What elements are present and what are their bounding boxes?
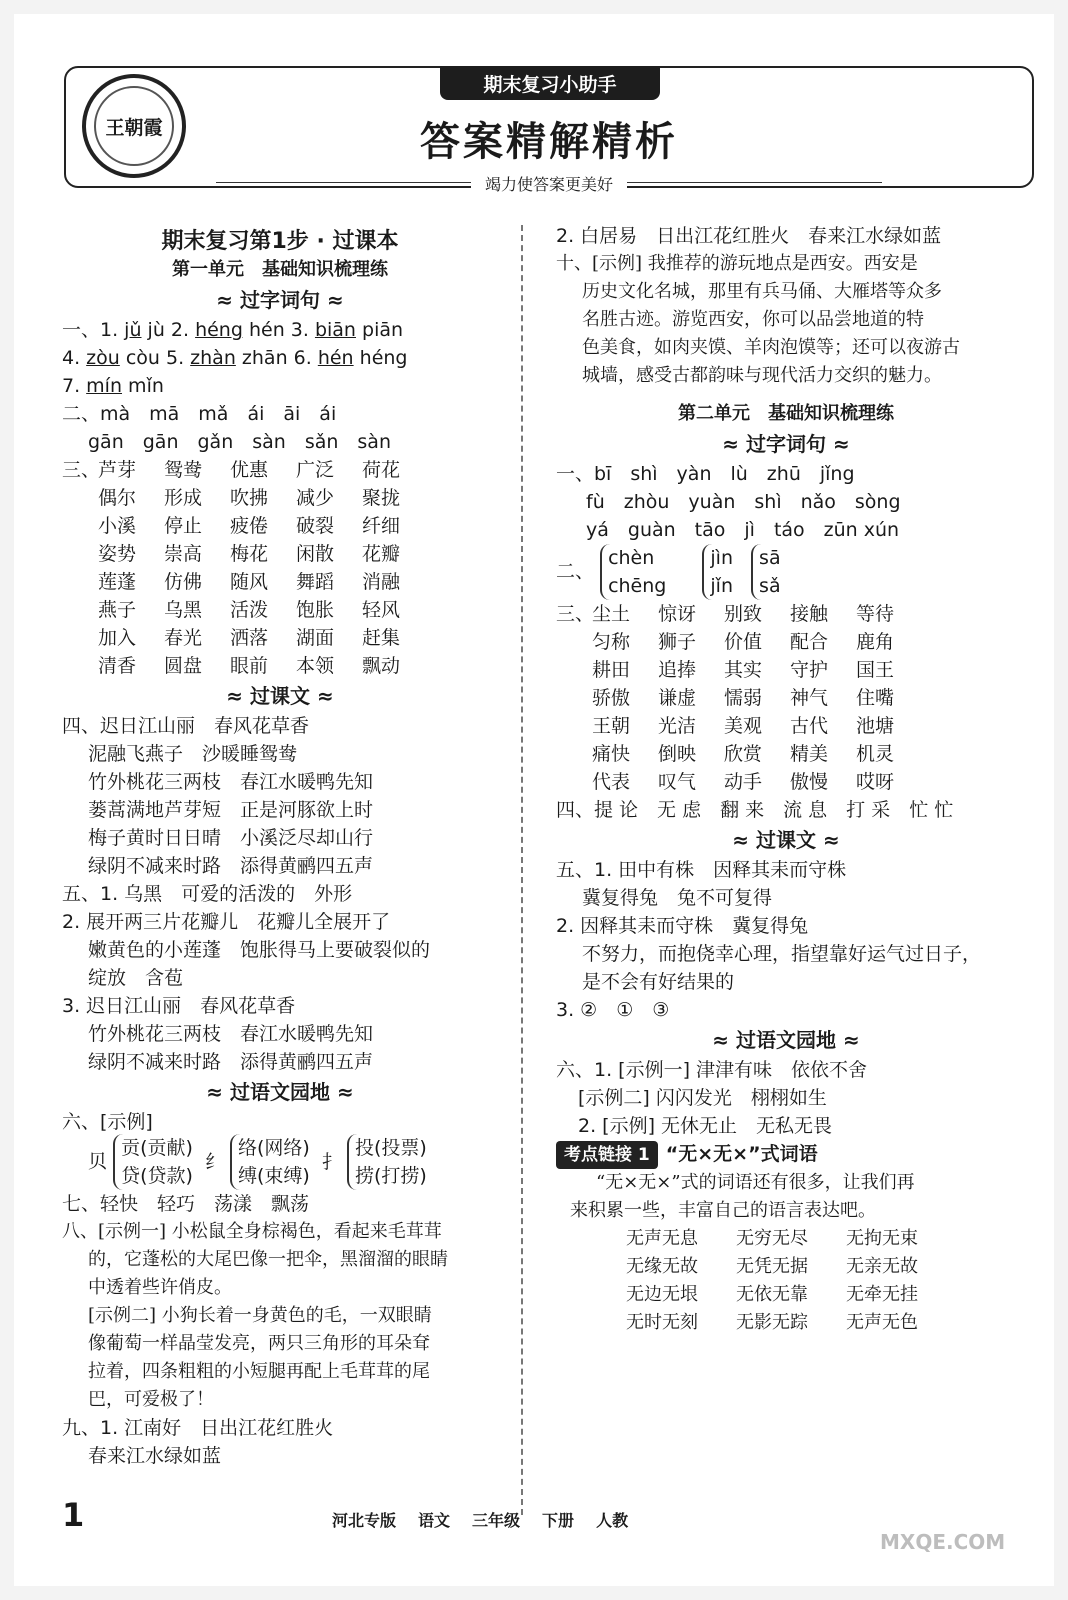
word-cell: 圆盘 bbox=[164, 655, 203, 677]
word-cell: 减少 bbox=[296, 487, 335, 509]
word-cell: 停止 bbox=[164, 515, 203, 537]
knowledge-link: 考点链接 1 “无×无×”式词语 bbox=[556, 1140, 1016, 1169]
text-line: 竹外桃花三两枝 春江水暖鸭先知 bbox=[88, 771, 374, 793]
word-cell: 消融 bbox=[362, 571, 401, 593]
header-subtitle: 竭力使答案更美好 bbox=[216, 172, 882, 195]
text-line: 春来江水绿如蓝 bbox=[88, 1445, 222, 1467]
answer-block bbox=[62, 908, 498, 992]
logo-text: 王朝霞 bbox=[94, 86, 174, 166]
column-divider bbox=[521, 225, 523, 1515]
text-line: 蒌蒿满地芦芽短 正是河豚欲上时 bbox=[88, 799, 374, 821]
answer-line: 2. 白居易 日出江花红胜火 春来江水绿如蓝 bbox=[556, 225, 942, 247]
word-cell: 广泛 bbox=[296, 459, 335, 481]
word-cell: 精美 bbox=[790, 743, 829, 765]
word-cell: 洒落 bbox=[230, 627, 269, 649]
word-cell: 破裂 bbox=[296, 515, 335, 537]
word-cell: 形成 bbox=[164, 487, 203, 509]
answer-line: 七、轻快 轻巧 荡漾 飘荡 bbox=[62, 1193, 310, 1215]
word-row bbox=[62, 512, 498, 540]
answer-line: 4. zòu còu 5. zhàn zhān 6. hén héng bbox=[62, 347, 408, 369]
word-cell: 梅花 bbox=[230, 543, 269, 565]
word-cell: 国王 bbox=[856, 659, 895, 681]
word-row bbox=[556, 712, 1016, 740]
watermark: MXQE.COM bbox=[880, 1530, 1006, 1554]
section-heading: ≈ 过课文 ≈ bbox=[732, 828, 840, 852]
text-line: 泥融飞燕子 沙暖睡鸳鸯 bbox=[88, 743, 298, 765]
text-line: 像葡萄一样晶莹发亮，两只三角形的耳朵耷 bbox=[88, 1333, 430, 1354]
word-row: 三、尘土 惊讶 别致 接触 等待 bbox=[556, 600, 1016, 628]
text-line: 城墙，感受古都韵味与现代活力交织的魅力。 bbox=[582, 365, 942, 386]
text-line: 绿阴不减来时路 添得黄鹂四五声 bbox=[88, 1051, 374, 1073]
text-line: 中透着些许俏皮。 bbox=[88, 1277, 232, 1298]
radical-groups: 贝 贡(贡献) 贷(贷款) 纟 络(网络) 缚(束缚) 扌 投(投票) 捞(打捞) bbox=[62, 1134, 498, 1190]
answer-block bbox=[556, 912, 1016, 996]
word-cell: 飘动 bbox=[362, 655, 401, 677]
word-cell: 无依无靠 bbox=[736, 1284, 808, 1305]
word-cell: 骄傲 bbox=[592, 687, 631, 709]
word-cell: 叹气 bbox=[658, 771, 697, 793]
word-cell: 莲蓬 bbox=[98, 571, 137, 593]
word-cell: 闲散 bbox=[296, 543, 335, 565]
unit-title: 第二单元 基础知识梳理练 bbox=[678, 403, 894, 424]
text-line: [示例二] 闪闪发光 栩栩如生 bbox=[578, 1087, 827, 1109]
text-line: yá guàn tāo jì táo zūn xún bbox=[586, 519, 900, 541]
word-row bbox=[62, 624, 498, 652]
word-cell: 崇高 bbox=[164, 543, 203, 565]
answer-block bbox=[62, 992, 498, 1076]
word-cell: 池塘 bbox=[856, 715, 895, 737]
word-cell: 其实 bbox=[724, 659, 763, 681]
word-cell: 接触 bbox=[790, 603, 829, 625]
word-cell: 无亲无故 bbox=[846, 1256, 918, 1277]
word-cell: 倒映 bbox=[658, 743, 697, 765]
word-cell: 鸳鸯 bbox=[164, 459, 203, 481]
text-line: fù zhòu yuàn shì nǎo sòng bbox=[586, 491, 901, 513]
word-cell: 加入 bbox=[98, 627, 137, 649]
text-line: 四、迟日江山丽 春风花草香 bbox=[62, 715, 310, 737]
word-cell: 无穷无尽 bbox=[736, 1228, 808, 1249]
poem-lines bbox=[62, 712, 498, 880]
word-cell: 痛快 bbox=[592, 743, 631, 765]
word-cell: 机灵 bbox=[856, 743, 895, 765]
answer-line: 五、1. 乌黑 可爱的活泼的 外形 bbox=[62, 883, 353, 905]
text-line: 来积累一些，丰富自己的语言表达吧。 bbox=[570, 1200, 876, 1221]
section-heading: ≈ 过字词句 ≈ bbox=[722, 432, 850, 456]
word-cell: 优惠 bbox=[230, 459, 269, 481]
word-cell: 无时无刻 bbox=[626, 1312, 698, 1333]
word-cell: 尘土 bbox=[592, 603, 631, 625]
word-grid bbox=[62, 456, 498, 680]
word-cell: 乌黑 bbox=[164, 599, 203, 621]
right-column bbox=[556, 222, 1016, 1337]
word-cell: 清香 bbox=[98, 655, 137, 677]
word-cell: 王朝 bbox=[592, 715, 631, 737]
word-cell: 等待 bbox=[856, 603, 895, 625]
word-row bbox=[556, 628, 1016, 656]
word-cell: 无影无踪 bbox=[736, 1312, 808, 1333]
word-row bbox=[556, 1253, 1016, 1281]
word-row: 三、芦芽 鸳鸯 优惠 广泛 荷花 bbox=[62, 456, 498, 484]
text-line: 六、1. [示例一] 津津有味 依依不舍 bbox=[556, 1059, 868, 1081]
word-cell: 燕子 bbox=[98, 599, 137, 621]
word-cell: 欣赏 bbox=[724, 743, 763, 765]
left-column bbox=[62, 222, 498, 1470]
word-row bbox=[556, 656, 1016, 684]
word-cell: 纤细 bbox=[362, 515, 401, 537]
text-line: 竹外桃花三两枝 春江水暖鸭先知 bbox=[88, 1023, 374, 1045]
word-cell: 哎呀 bbox=[856, 771, 895, 793]
text-line: 拉着，四条粗粗的小短腿再配上毛茸茸的尾 bbox=[88, 1361, 430, 1382]
answer-block bbox=[62, 1414, 498, 1470]
word-cell: 荷花 bbox=[362, 459, 401, 481]
word-cell: 无声无色 bbox=[846, 1312, 918, 1333]
word-row bbox=[62, 540, 498, 568]
text-line: 不努力，而抱侥幸心理，指望靠好运气过日子， bbox=[582, 943, 982, 965]
header-tag: 期末复习小助手 bbox=[440, 66, 660, 100]
word-cell: 活泼 bbox=[230, 599, 269, 621]
text-line: 绽放 含苞 bbox=[88, 967, 184, 989]
word-cell: 春光 bbox=[164, 627, 203, 649]
word-cell: 神气 bbox=[790, 687, 829, 709]
word-row bbox=[556, 740, 1016, 768]
word-cell: 光洁 bbox=[658, 715, 697, 737]
text-line: 3. 迟日江山丽 春风花草香 bbox=[62, 995, 296, 1017]
word-cell: 无边无垠 bbox=[626, 1284, 698, 1305]
word-cell: 狮子 bbox=[658, 631, 697, 653]
answer-line: gān gān gǎn sàn sǎn sàn bbox=[88, 431, 391, 453]
word-cell: 疲倦 bbox=[230, 515, 269, 537]
answer-block bbox=[556, 856, 1016, 912]
word-cell: 小溪 bbox=[98, 515, 137, 537]
word-cell: 惊讶 bbox=[658, 603, 697, 625]
word-cell: 追捧 bbox=[658, 659, 697, 681]
word-cell: 配合 bbox=[790, 631, 829, 653]
word-cell: 无拘无束 bbox=[846, 1228, 918, 1249]
section-heading: ≈ 过语文园地 ≈ bbox=[206, 1080, 354, 1104]
knowledge-tag: 考点链接 1 bbox=[556, 1141, 658, 1169]
word-row bbox=[556, 1225, 1016, 1253]
word-cell: 无凭无据 bbox=[736, 1256, 808, 1277]
answer-line: 一、1. jǔ jù 2. héng hén 3. biān piān bbox=[62, 319, 404, 341]
example-paragraph bbox=[556, 250, 1016, 390]
knowledge-text bbox=[556, 1169, 1016, 1225]
word-cell: 代表 bbox=[592, 771, 631, 793]
word-cell: 本领 bbox=[296, 655, 335, 677]
word-cell: 湖面 bbox=[296, 627, 335, 649]
text-line: 是不会有好结果的 bbox=[582, 971, 735, 993]
word-cell: 随风 bbox=[230, 571, 269, 593]
pinyin-pairs: 二、 chèn chēng jìn jǐn sā sǎ bbox=[556, 544, 1016, 600]
word-cell: 守护 bbox=[790, 659, 829, 681]
answer-block bbox=[556, 1056, 1016, 1140]
knowledge-words bbox=[556, 1225, 1016, 1337]
text-line: 五、1. 田中有株 因释其耒而守株 bbox=[556, 859, 847, 881]
text-line: “无×无×”式的词语还有很多，让我们再 bbox=[596, 1172, 915, 1193]
text-line: 名胜古迹。游览西安，你可以品尝地道的特 bbox=[582, 309, 924, 330]
text-line: 历史文化名城，那里有兵马俑、大雁塔等众多 bbox=[582, 281, 942, 302]
text-line: 的，它蓬松的大尾巴像一把伞，黑溜溜的眼睛 bbox=[88, 1249, 448, 1270]
word-row bbox=[556, 684, 1016, 712]
page-number: 1 bbox=[62, 1496, 85, 1534]
word-cell: 芦芽 bbox=[98, 459, 137, 481]
word-cell: 轻风 bbox=[362, 599, 401, 621]
word-cell: 无缘无故 bbox=[626, 1256, 698, 1277]
word-row bbox=[62, 484, 498, 512]
word-cell: 匀称 bbox=[592, 631, 631, 653]
text-line: 十、[示例] 我推荐的游玩地点是西安。西安是 bbox=[556, 253, 918, 274]
word-cell: 懦弱 bbox=[724, 687, 763, 709]
section-heading: ≈ 过语文园地 ≈ bbox=[712, 1028, 860, 1052]
word-cell: 仿佛 bbox=[164, 571, 203, 593]
text-line: 色美食，如肉夹馍、羊肉泡馍等；还可以夜游古 bbox=[582, 337, 960, 358]
page-title: 答案精解精析 bbox=[420, 119, 678, 165]
word-cell: 耕田 bbox=[592, 659, 631, 681]
text-line: 2. 因释其耒而守株 冀复得兔 bbox=[556, 915, 809, 937]
word-cell: 无牵无挂 bbox=[846, 1284, 918, 1305]
answer-line: 六、[示例] bbox=[62, 1111, 153, 1133]
word-grid bbox=[556, 600, 1016, 796]
word-cell: 舞蹈 bbox=[296, 571, 335, 593]
text-line: 九、1. 江南好 日出江花红胜火 bbox=[62, 1417, 334, 1439]
pinyin-lines bbox=[556, 460, 1016, 544]
word-cell: 动手 bbox=[724, 771, 763, 793]
answer-line: 3. ② ① ③ bbox=[556, 999, 670, 1021]
word-row bbox=[556, 1309, 1016, 1337]
word-row bbox=[62, 652, 498, 680]
word-cell: 古代 bbox=[790, 715, 829, 737]
word-cell: 花瓣 bbox=[362, 543, 401, 565]
word-cell: 别致 bbox=[724, 603, 763, 625]
word-cell: 傲慢 bbox=[790, 771, 829, 793]
word-cell: 无声无息 bbox=[626, 1228, 698, 1249]
section-heading: ≈ 过课文 ≈ bbox=[226, 684, 334, 708]
header-banner bbox=[64, 66, 1034, 194]
text-line: 嫩黄色的小莲蓬 饱胀得马上要破裂似的 bbox=[88, 939, 431, 961]
text-line: 梅子黄时日日晴 小溪泛尽却山行 bbox=[88, 827, 374, 849]
answer-line: 二、mà mā mǎ ái āi ái bbox=[62, 403, 337, 425]
word-cell: 吹拂 bbox=[230, 487, 269, 509]
word-row bbox=[556, 768, 1016, 796]
section-heading: ≈ 过字词句 ≈ bbox=[216, 288, 344, 312]
word-cell: 聚拢 bbox=[362, 487, 401, 509]
text-line: [示例二] 小狗长着一身黄色的毛，一双眼睛 bbox=[88, 1305, 432, 1326]
edition-info: 河北专版 语文 三年级 下册 人教 bbox=[332, 1511, 629, 1530]
answer-line: 四、提 论 无 虑 翻 来 流 息 打 采 忙 忙 bbox=[556, 799, 954, 821]
word-cell: 饱胀 bbox=[296, 599, 335, 621]
word-cell: 眼前 bbox=[230, 655, 269, 677]
example-paragraph bbox=[62, 1218, 498, 1414]
word-cell: 谦虚 bbox=[658, 687, 697, 709]
step-title: 期末复习第1步 · 过课本 bbox=[161, 229, 399, 254]
text-line: 绿阴不减来时路 添得黄鹂四五声 bbox=[88, 855, 374, 877]
text-line: 冀复得兔 兔不可复得 bbox=[582, 887, 773, 909]
word-cell: 价值 bbox=[724, 631, 763, 653]
text-line: 2. [示例] 无休无止 无私无畏 bbox=[578, 1115, 833, 1137]
text-line: 2. 展开两三片花瓣儿 花瓣儿全展开了 bbox=[62, 911, 391, 933]
word-cell: 赶集 bbox=[362, 627, 401, 649]
unit-title: 第一单元 基础知识梳理练 bbox=[172, 259, 388, 280]
word-cell: 偶尔 bbox=[98, 487, 137, 509]
text-line: 八、[示例一] 小松鼠全身棕褐色，看起来毛茸茸 bbox=[62, 1221, 442, 1242]
word-cell: 美观 bbox=[724, 715, 763, 737]
word-cell: 住嘴 bbox=[856, 687, 895, 709]
text-line: 一、bī shì yàn lù zhū jǐng bbox=[556, 463, 855, 485]
word-row bbox=[62, 596, 498, 624]
word-cell: 鹿角 bbox=[856, 631, 895, 653]
text-line: 巴，可爱极了！ bbox=[88, 1389, 214, 1410]
word-row bbox=[556, 1281, 1016, 1309]
word-cell: 姿势 bbox=[98, 543, 137, 565]
answer-line: 7. mín mǐn bbox=[62, 375, 164, 397]
word-row bbox=[62, 568, 498, 596]
